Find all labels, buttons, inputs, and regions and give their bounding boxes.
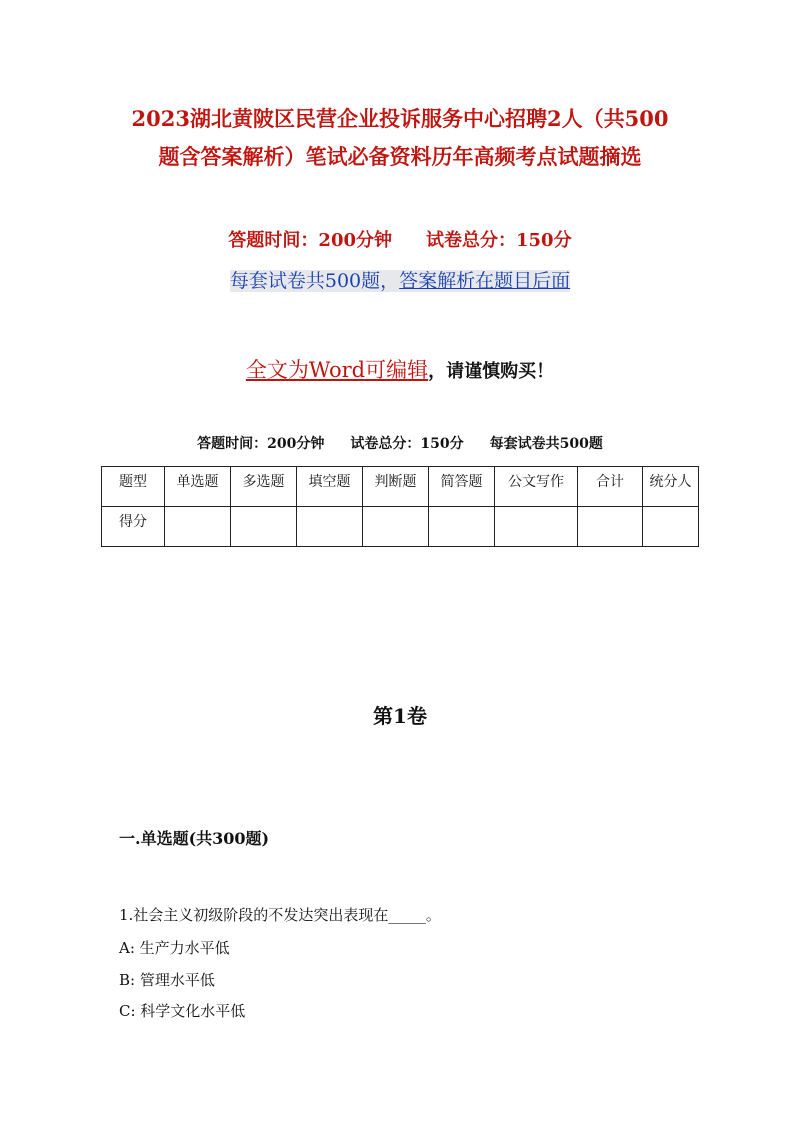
header-cell: 单选题 [165, 467, 231, 507]
question-stem: 1.社会主义初级阶段的不发达突出表现在_____。 [119, 906, 441, 924]
exam-total-score: 试卷总分：150分 [426, 230, 572, 251]
answer-location-link[interactable]: 答案解析在题目后面 [399, 270, 571, 292]
word-editable-link[interactable]: 全文为Word可编辑 [245, 358, 429, 382]
question-count-text: 每套试卷共 [229, 270, 325, 292]
header-cell: 合计 [578, 467, 643, 507]
question-count-suffix: 题， [361, 270, 400, 292]
option-b: B: 管理水平低 [119, 971, 215, 989]
score-cell [165, 507, 231, 547]
score-cell [643, 507, 699, 547]
header-cell: 统分人 [643, 467, 699, 507]
header-cell: 判断题 [363, 467, 429, 507]
score-row-label: 得分 [102, 507, 165, 547]
header-cell: 简答题 [429, 467, 495, 507]
score-cell [231, 507, 297, 547]
score-table-score-row [102, 507, 699, 547]
summary-total: 试卷总分：150分 [350, 436, 464, 452]
header-cell: 公文写作 [495, 467, 578, 507]
summary-time: 答题时间：200分钟 [197, 436, 325, 452]
summary-count: 每套试卷共500题 [489, 436, 603, 452]
score-cell [297, 507, 363, 547]
header-cell: 题型 [102, 467, 165, 507]
editable-notice [0, 354, 800, 384]
purchase-warning: ，请谨慎购买！ [428, 361, 555, 382]
score-table-header-row [102, 467, 699, 507]
score-cell [429, 507, 495, 547]
exam-summary [0, 433, 800, 453]
section-heading: 一.单选题(共300题) [119, 829, 270, 848]
score-cell [495, 507, 578, 547]
option-a: A: 生产力水平低 [119, 939, 230, 957]
question-count-line [0, 266, 800, 293]
document-title-line-2: 题含答案解析）笔试必备资料历年高频考点试题摘选 [158, 144, 642, 169]
exam-info-line [0, 226, 800, 252]
header-cell: 多选题 [231, 467, 297, 507]
score-table [101, 466, 699, 547]
option-c: C: 科学文化水平低 [119, 1002, 246, 1020]
header-cell: 填空题 [297, 467, 363, 507]
question-count-number: 500 [324, 270, 362, 292]
volume-heading: 第1卷 [373, 704, 427, 728]
score-cell [363, 507, 429, 547]
document-title-line-1: 2023湖北黄陂区民营企业投诉服务中心招聘2人（共500 [131, 106, 669, 131]
score-cell [578, 507, 643, 547]
exam-time: 答题时间：200分钟 [228, 230, 392, 251]
